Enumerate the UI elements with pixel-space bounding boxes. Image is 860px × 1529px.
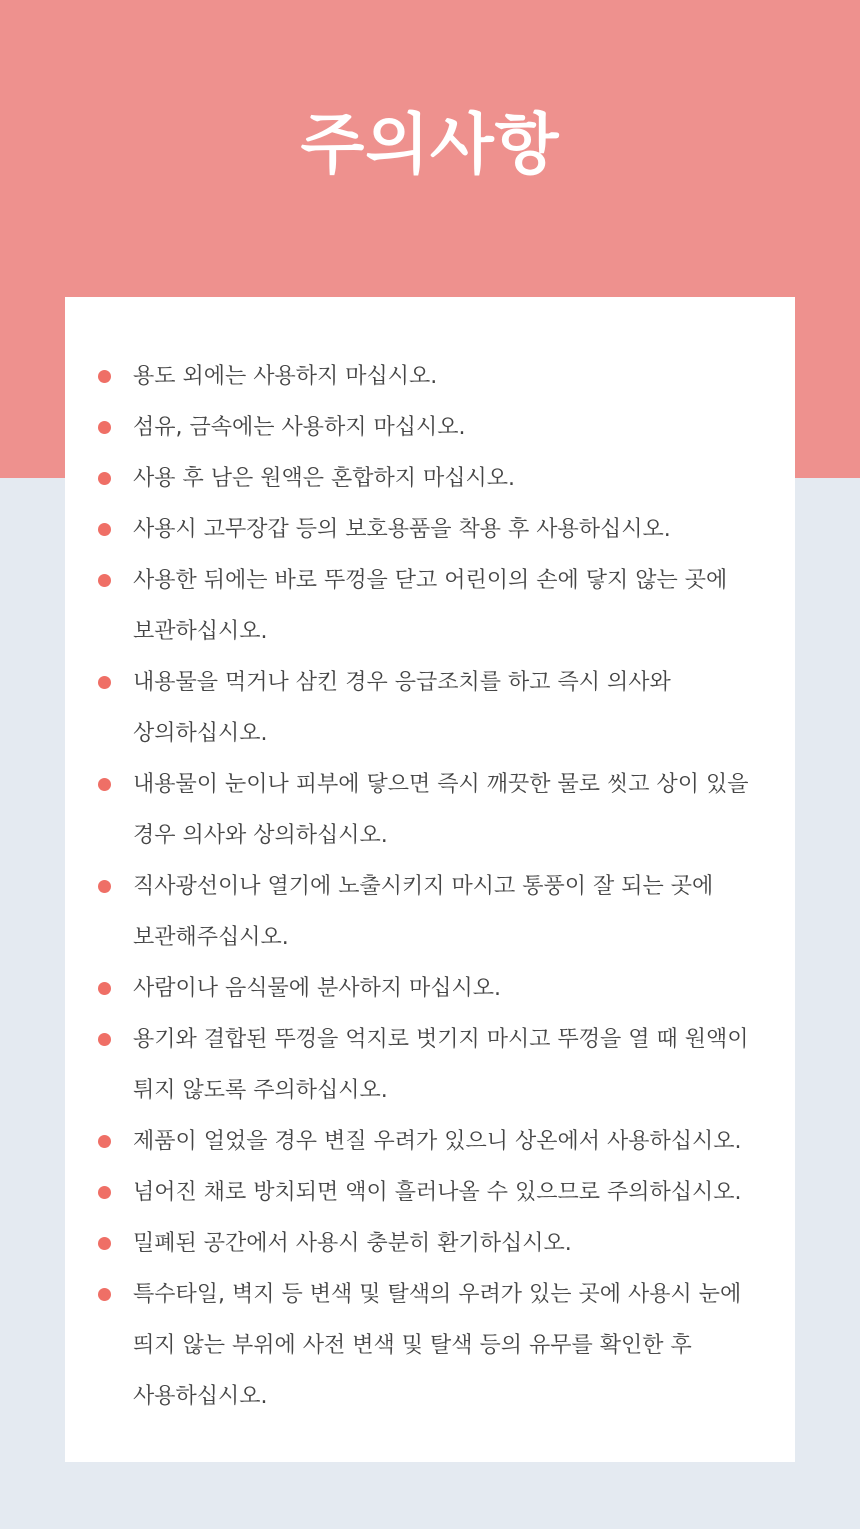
notice-item (95, 1218, 771, 1269)
bullet-dot-icon (98, 982, 111, 995)
notice-list (95, 351, 771, 1422)
notice-item (95, 555, 771, 657)
notice-text: 내용물이 눈이나 피부에 닿으면 즉시 깨끗한 물로 씻고 상이 있을 경우 의사와 상의하십시오. (133, 772, 749, 848)
bullet-dot-icon (98, 472, 111, 485)
notice-item (95, 861, 771, 963)
notice-item (95, 759, 771, 861)
bullet-dot-icon (98, 370, 111, 383)
notice-text: 사용한 뒤에는 바로 뚜껑을 닫고 어린이의 손에 닿지 않는 곳에 보관하십시오. (133, 568, 728, 644)
notice-item (95, 351, 771, 402)
bullet-dot-icon (98, 1288, 111, 1301)
bullet-dot-icon (98, 574, 111, 587)
notice-card (65, 297, 795, 1462)
notice-text: 섬유, 금속에는 사용하지 마십시오. (133, 415, 466, 440)
notice-item (95, 504, 771, 555)
bullet-dot-icon (98, 1186, 111, 1199)
bullet-dot-icon (98, 778, 111, 791)
notice-item (95, 657, 771, 759)
bullet-dot-icon (98, 1135, 111, 1148)
notice-text: 특수타일, 벽지 등 변색 및 탈색의 우려가 있는 곳에 사용시 눈에 띄지 않는 부위에 사전 변색 및 탈색 등의 유무를 확인한 후 사용하십시오. (133, 1282, 742, 1409)
notice-item (95, 963, 771, 1014)
notice-text: 용기와 결합된 뚜껑을 억지로 벗기지 마시고 뚜껑을 열 때 원액이 튀지 않도록 주의하십시오. (133, 1027, 749, 1103)
notice-text: 직사광선이나 열기에 노출시키지 마시고 통풍이 잘 되는 곳에 보관해주십시오. (133, 874, 714, 950)
notice-text: 사람이나 음식물에 분사하지 마십시오. (133, 976, 502, 1001)
notice-text: 사용 후 남은 원액은 혼합하지 마십시오. (133, 466, 515, 491)
notice-item (95, 402, 771, 453)
notice-text: 사용시 고무장갑 등의 보호용품을 착용 후 사용하십시오. (133, 517, 671, 542)
notice-text: 용도 외에는 사용하지 마십시오. (133, 364, 438, 389)
notice-item (95, 1167, 771, 1218)
bullet-dot-icon (98, 1237, 111, 1250)
bullet-dot-icon (98, 421, 111, 434)
notice-item (95, 1116, 771, 1167)
notice-text: 넘어진 채로 방치되면 액이 흘러나올 수 있으므로 주의하십시오. (133, 1180, 742, 1205)
notice-item (95, 1269, 771, 1422)
bullet-dot-icon (98, 523, 111, 536)
bullet-dot-icon (98, 880, 111, 893)
page-title: 주의사항 (300, 106, 560, 183)
notice-item (95, 453, 771, 504)
bullet-dot-icon (98, 676, 111, 689)
notice-text: 내용물을 먹거나 삼킨 경우 응급조치를 하고 즉시 의사와 상의하십시오. (133, 670, 671, 746)
notice-text: 제품이 얼었을 경우 변질 우려가 있으니 상온에서 사용하십시오. (133, 1129, 742, 1154)
notice-text: 밀폐된 공간에서 사용시 충분히 환기하십시오. (133, 1231, 572, 1256)
bullet-dot-icon (98, 1033, 111, 1046)
notice-item (95, 1014, 771, 1116)
